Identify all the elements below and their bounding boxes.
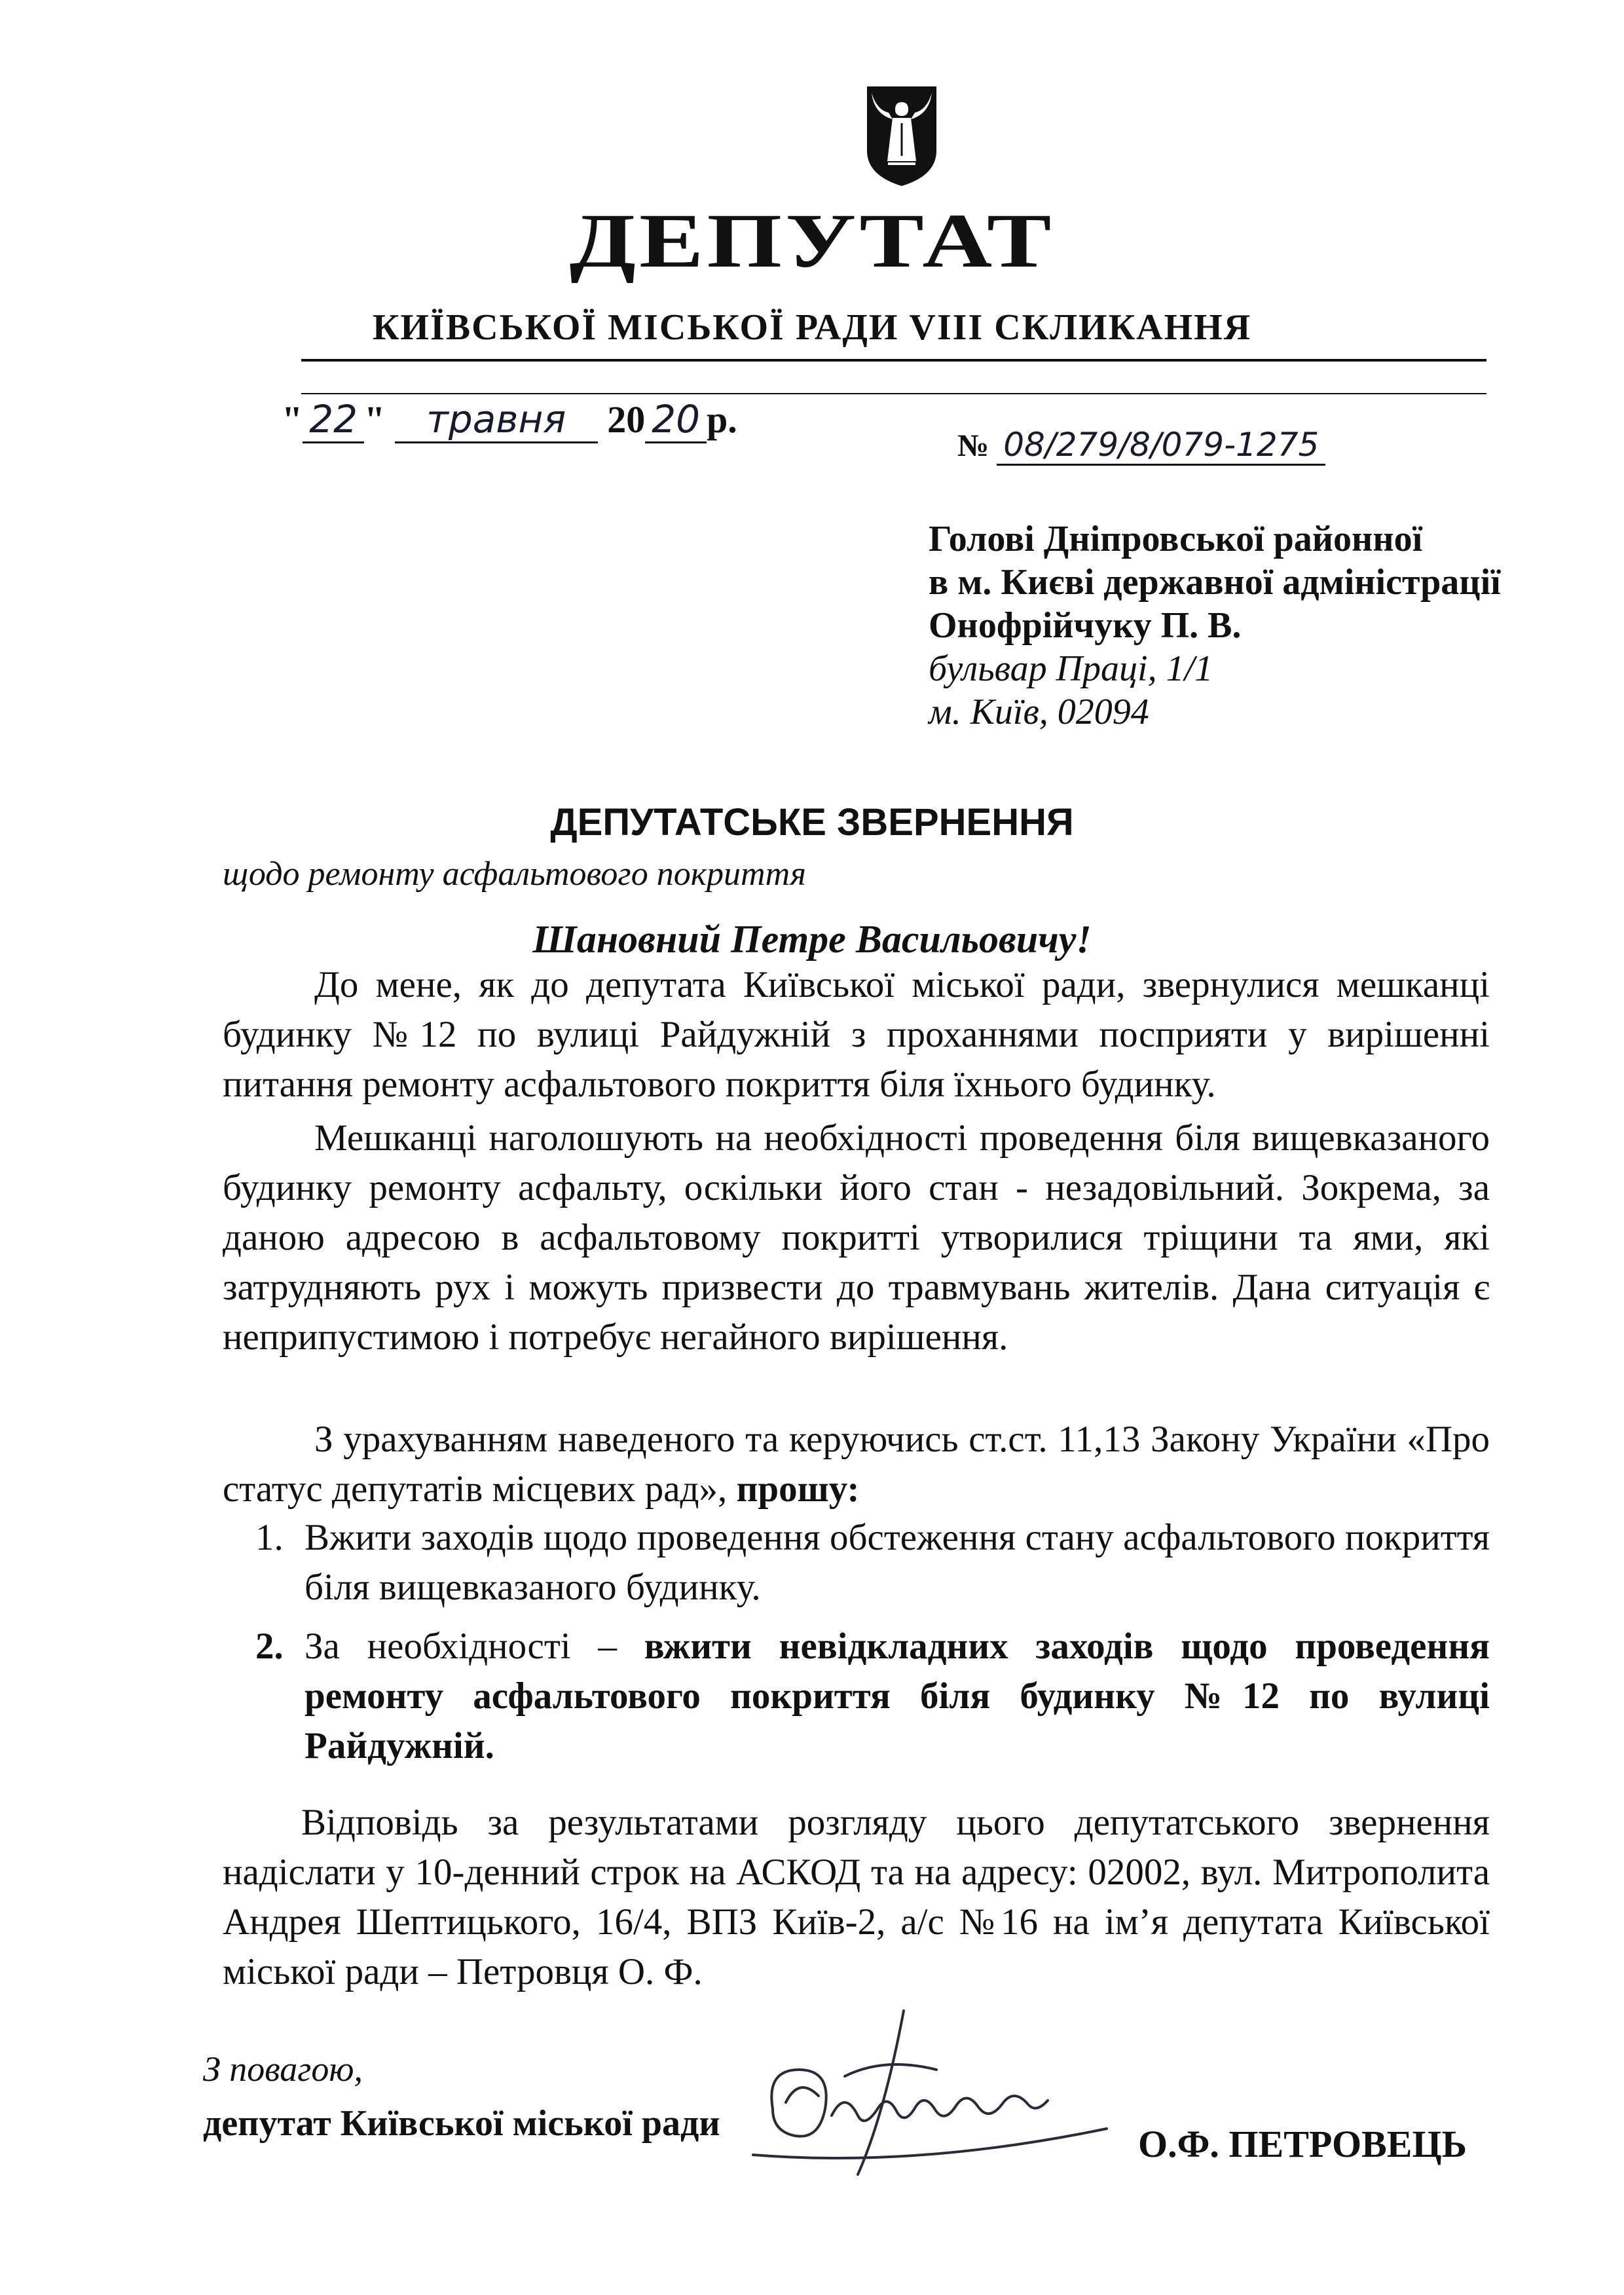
paragraph-2-text: Мешканці наголошують на необхідності проведення біля вищевказаного будинку ремонту асфальту, оскільки його стан - незадовільний. Зокрема, за даною адресою в асфальтовому покритті утворилися тріщини та ями, які затрудняють рух і можуть призвести до травмувань жителів. Дана ситуація є неприпустимою і потребує негайного вирішення. xyxy=(223,1117,1490,1358)
closing-position: депутат Київської міської ради xyxy=(203,2103,720,2144)
closing-signatory-name: О.Ф. ПЕТРОВЕЦЬ xyxy=(1138,2123,1467,2165)
date-day: 22 xyxy=(303,397,364,443)
date-year-mark: р. xyxy=(707,398,737,441)
paragraph-3-text: З урахуванням наведеного та керуючись ст.ст. 11,13 Закону України «Про статус депутатів місцевих рад», xyxy=(223,1419,1490,1510)
date-month: травня xyxy=(395,397,598,443)
registration-number xyxy=(957,426,1325,466)
addressee-name: Онофрійчуку П. В. xyxy=(929,605,1242,646)
paragraph-3-request: прошу: xyxy=(736,1468,860,1510)
addressee-line-2: в м. Києві державної адміністрації xyxy=(929,562,1501,603)
addressee-line-1: Голові Дніпровської районної xyxy=(929,519,1423,559)
list-item xyxy=(255,1622,1490,1771)
paragraph-3 xyxy=(223,1415,1490,1514)
document-subject: щодо ремонту асфальтового покриття xyxy=(223,855,806,893)
header-rule-thick xyxy=(301,359,1486,362)
handwritten-signature xyxy=(747,2004,1113,2194)
paragraph-1 xyxy=(223,960,1490,1110)
addressee-block xyxy=(929,517,1501,734)
registration-value: 08/279/8/079-1275 xyxy=(997,426,1325,466)
registration-label: № xyxy=(957,428,989,463)
list-item-bold: вжити невідкладних заходів щодо проведення ремонту асфальтового покриття біля будинку №12 по вулиці Райдужній. xyxy=(304,1626,1490,1766)
closing-regards: З повагою, xyxy=(203,2049,363,2089)
kyiv-coat-of-arms-icon xyxy=(863,84,940,189)
header-rule-thin xyxy=(301,393,1486,394)
list-item-number: 1. xyxy=(255,1517,284,1558)
paragraph-4-text: Відповідь за результатами розгляду цього депутатського звернення надіслати у 10-денний строк на АСКОД та на адресу: 02002, вул. Митрополита Андрея Шептицького, 16/4, ВПЗ Київ-2, а/с №16 на ім’я депутата Київської міської ради – Петровця О. Ф. xyxy=(223,1802,1490,1992)
date-open-quote: " xyxy=(282,398,303,441)
salutation: Шановний Петре Васильовичу! xyxy=(532,918,1092,961)
list-item xyxy=(255,1513,1490,1613)
header-subtitle: КИЇВСЬКОЇ МІСЬКОЇ РАДИ VIII СКЛИКАННЯ xyxy=(372,307,1252,348)
paragraph-2 xyxy=(223,1113,1490,1362)
list-item-plain: За необхідності – xyxy=(304,1626,617,1667)
paragraph-4 xyxy=(223,1798,1490,1997)
document-title: ДЕПУТАТСЬКЕ ЗВЕРНЕННЯ xyxy=(550,801,1074,844)
date-year-prefix: 20 xyxy=(607,398,646,441)
list-item-text: Вжити заходів щодо проведення обстеження стану асфальтового покриття біля вищевказаного будинку. xyxy=(304,1517,1490,1608)
paragraph-1-text: До мене, як до депутата Київської міської ради, звернулися мешканці будинку №12 по вулиці Райдужній з проханнями посприяти у вирішенні питання ремонту асфальтового покриття біля їхнього будинку. xyxy=(223,964,1490,1105)
header-title: ДЕПУТАТ xyxy=(569,198,1055,284)
list-item-number: 2. xyxy=(255,1626,284,1667)
addressee-city: м. Київ, 02094 xyxy=(929,692,1149,732)
date-close-quote: " xyxy=(364,398,386,441)
date-year-suffix: 20 xyxy=(645,397,707,443)
date-line xyxy=(282,397,737,443)
request-list xyxy=(255,1513,1490,1780)
list-item-text xyxy=(304,1622,1490,1771)
addressee-street: бульвар Праці, 1/1 xyxy=(929,648,1213,689)
